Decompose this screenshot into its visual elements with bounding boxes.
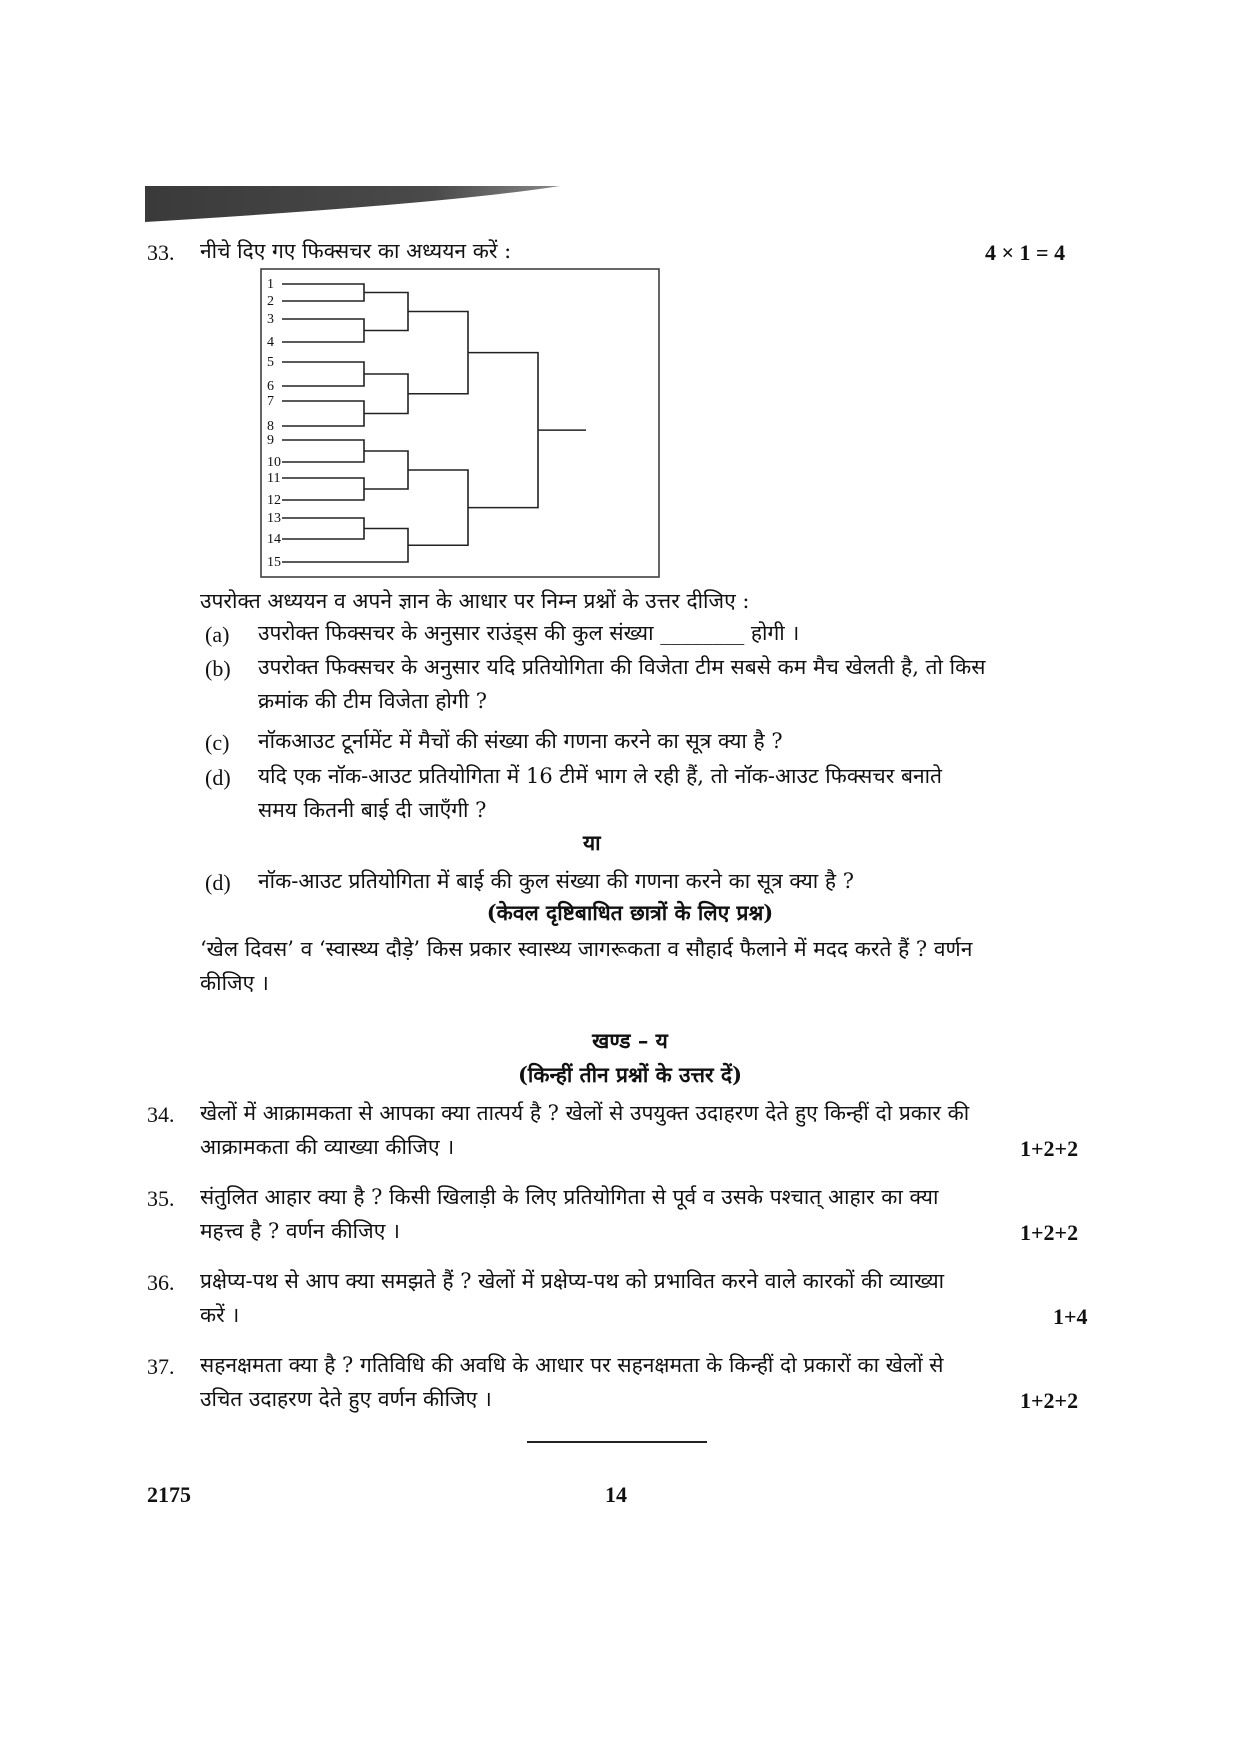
vi-text-line1: ‘खेल दिवस’ व ‘स्वास्थ्य दौड़े’ किस प्रकार स्वास्थ्य जागरूकता व सौहार्द फैलाने में मदद करते हैं ? वर्णन <box>200 937 973 961</box>
section-title: खण्ड – य <box>592 1028 668 1053</box>
q34-number: 34. <box>147 1102 175 1127</box>
part-d-text-line2: समय कितनी बाई दी जाएँगी ? <box>258 798 487 822</box>
paper-code: 2175 <box>147 1482 191 1507</box>
fixture-team-label: 5 <box>267 355 274 370</box>
fixture-team-label: 7 <box>267 394 274 409</box>
q37-text-line1: सहनक्षमता क्या है ? गतिविधि की अवधि के आधार पर सहनक्षमता के किन्हीं दो प्रकारों का खेलों से <box>200 1353 944 1377</box>
part-b-label: (b) <box>205 656 231 681</box>
q33-instruction: उपरोक्त अध्ययन व अपने ज्ञान के आधार पर निम्न प्रश्नों के उत्तर दीजिए : <box>200 589 750 613</box>
q33-marks: 4 × 1 = 4 <box>985 240 1066 265</box>
fixture-bracket-line <box>364 374 408 414</box>
q35-text-line1: संतुलित आहार क्या है ? किसी खिलाड़ी के लिए प्रतियोगिता से पूर्व व उसके पश्चात् आहार का क्या <box>200 1185 939 1209</box>
fixture-team-label: 1 <box>267 277 274 292</box>
q37-number: 37. <box>147 1354 175 1379</box>
part-b-text-line1: उपरोक्त फिक्सचर के अनुसार यदि प्रतियोगिता की विजेता टीम सबसे कम मैच खेलती है, तो किस <box>258 655 986 679</box>
part-c-text: नॉकआउट टूर्नामेंट में मैचों की संख्या की गणना करने का सूत्र क्या है ? <box>258 729 783 753</box>
fixture-team-label: 12 <box>267 493 281 508</box>
part-a-text: उपरोक्त फिक्सचर के अनुसार राउंड्स की कुल संख्या ________ होगी । <box>258 621 800 645</box>
fixture-border <box>261 269 659 577</box>
q35-number: 35. <box>147 1186 175 1211</box>
part-b-text-line2: क्रमांक की टीम विजेता होगी ? <box>258 689 487 713</box>
fixture-bracket-line <box>282 440 364 462</box>
part-d-label: (d) <box>205 765 231 790</box>
q37-text-line2: उचित उदाहरण देते हुए वर्णन कीजिए । <box>200 1387 492 1411</box>
vi-heading: (केवल दृष्टिबाधित छात्रों के लिए प्रश्न) <box>486 900 774 925</box>
q35-marks: 1+2+2 <box>1020 1220 1079 1245</box>
fixture-team-label: 4 <box>267 335 274 350</box>
vi-text-line2: कीजिए । <box>200 971 269 995</box>
fixture-bracket-line <box>282 319 364 342</box>
q36-marks: 1+4 <box>1053 1304 1088 1329</box>
end-rule <box>527 1441 707 1443</box>
fixture-team-label: 13 <box>267 511 281 526</box>
q36-text-line2: करें । <box>200 1303 240 1327</box>
fixture-bracket-line <box>408 312 468 394</box>
fixture-bracket-line <box>282 362 364 386</box>
part-a-label: (a) <box>205 622 230 647</box>
fixture-team-label: 11 <box>267 471 281 486</box>
q33-text: नीचे दिए गए फिक्सचर का अध्ययन करें : <box>200 239 512 263</box>
alt-part-d-label: (d) <box>205 870 231 895</box>
fixture-bracket-line <box>408 470 468 545</box>
q36-text-line1: प्रक्षेप्य-पथ से आप क्या समझते हैं ? खेलों में प्रक्षेप्य-पथ को प्रभावित करने वाले कारकों की व्याख्या <box>200 1269 945 1293</box>
q34-text-line2: आक्रामकता की व्याख्या कीजिए । <box>200 1135 455 1159</box>
alt-part-d-text: नॉक-आउट प्रतियोगिता में बाई की कुल संख्या की गणना करने का सूत्र क्या है ? <box>258 869 854 893</box>
fixture-bracket-line <box>282 284 364 301</box>
section-subtitle: (किन्हीं तीन प्रश्नों के उत्तर दें) <box>517 1062 743 1087</box>
q36-number: 36. <box>147 1270 175 1295</box>
part-c-label: (c) <box>205 730 230 755</box>
fixture-team-label: 10 <box>267 455 281 470</box>
or-divider: या <box>583 830 601 855</box>
part-d-text-line1: यदि एक नॉक-आउट प्रतियोगिता में 16 टीमें भाग ले रही हैं, तो नॉक-आउट फिक्सचर बनाते <box>258 764 943 788</box>
fixture-team-label: 8 <box>267 419 274 434</box>
fixture-team-label: 6 <box>267 379 274 394</box>
fixture-team-label: 15 <box>267 555 281 570</box>
q34-marks: 1+2+2 <box>1020 1136 1079 1161</box>
fixture-team-label: 9 <box>267 433 274 448</box>
fixture-bracket-line <box>364 451 408 489</box>
fixture-bracket-line <box>282 478 364 500</box>
fixture-team-label: 2 <box>267 294 274 309</box>
page-number: 14 <box>605 1482 627 1507</box>
fixture-bracket-line <box>282 518 364 539</box>
fixture-bracket-line <box>282 401 364 426</box>
fixture-bracket-line <box>282 529 408 563</box>
q35-text-line2: महत्त्व है ? वर्णन कीजिए । <box>200 1219 400 1243</box>
fixture-bracket-line <box>364 293 408 331</box>
fixture-team-label: 3 <box>267 312 274 327</box>
header-swoosh <box>145 186 565 226</box>
q34-text-line1: खेलों में आक्रामकता से आपका क्या तात्पर्य है ? खेलों से उपयुक्त उदाहरण देते हुए किन्हीं दो प्रकार की <box>200 1101 970 1125</box>
q37-marks: 1+2+2 <box>1020 1388 1079 1413</box>
fixture-bracket-line <box>468 353 538 508</box>
fixture-team-label: 14 <box>267 532 281 547</box>
q33-number: 33. <box>147 240 175 265</box>
knockout-fixture <box>260 268 662 580</box>
